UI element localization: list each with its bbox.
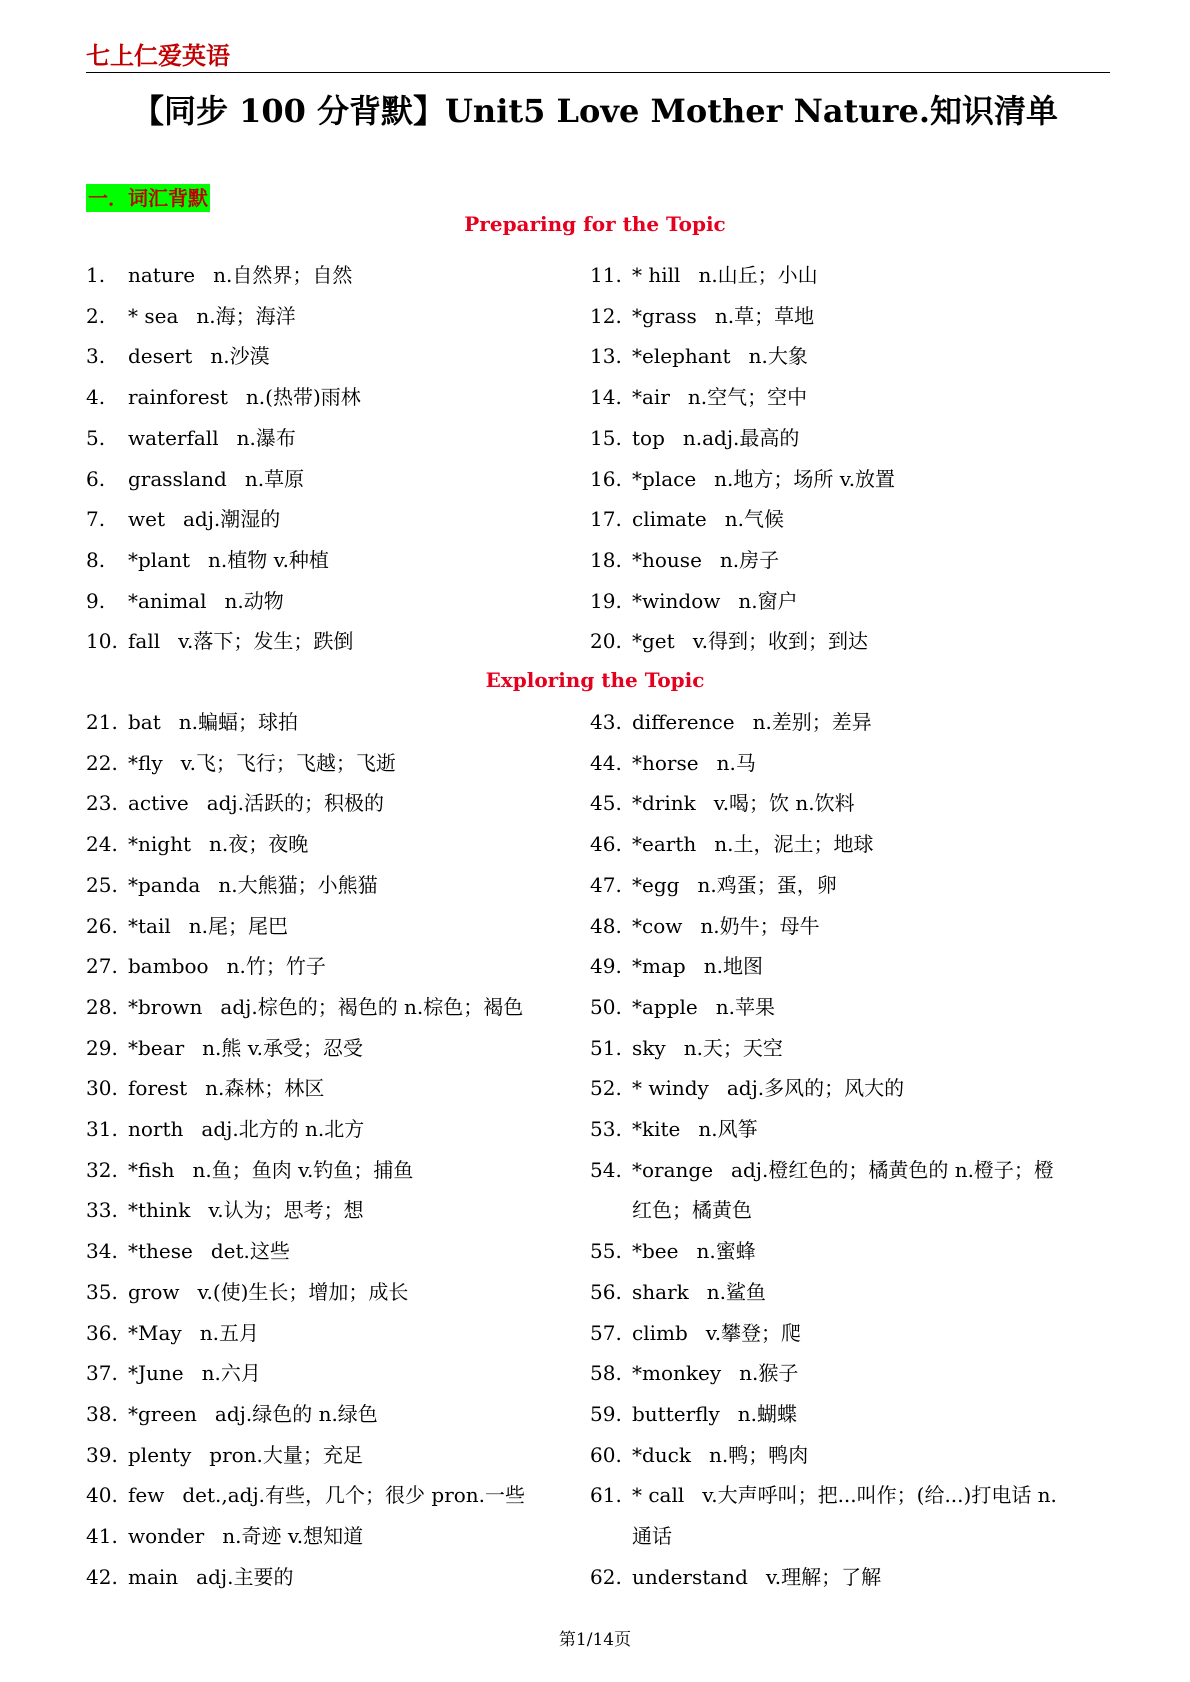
vocab-item: [86, 540, 546, 581]
vocab-item: [86, 418, 546, 459]
vocab-word: active: [128, 791, 189, 816]
vocab-word: desert: [128, 344, 193, 369]
vocab-item: [590, 1435, 1090, 1476]
vocab-item: [86, 702, 546, 743]
vocab-word: *fly: [128, 750, 163, 775]
vocab-number: 41.: [86, 1524, 118, 1549]
vocab-word: *kite: [632, 1117, 681, 1142]
vocab-word: *panda: [128, 872, 201, 897]
vocab-word: climb: [632, 1320, 688, 1345]
vocab-number: 57.: [590, 1320, 622, 1345]
vocab-definition: adj.活跃的；积极的: [206, 791, 384, 816]
vocab-item: [86, 1231, 546, 1272]
vocab-list-preparing-left: [86, 255, 546, 662]
vocab-number: 4.: [86, 385, 106, 410]
vocab-number: 25.: [86, 872, 118, 897]
vocab-number: 38.: [86, 1401, 118, 1426]
vocab-item: [590, 1068, 1090, 1109]
vocab-number: 43.: [590, 710, 622, 734]
vocab-word: plenty: [128, 1442, 192, 1467]
vocab-word: *cow: [632, 913, 683, 938]
vocab-item: [86, 946, 546, 987]
vocab-definition: adj.北方的 n.北方: [201, 1117, 365, 1142]
vocab-word: *elephant: [632, 344, 731, 369]
vocab-number: 26.: [86, 913, 118, 938]
vocab-number: 27.: [86, 954, 118, 979]
vocab-number: 48.: [590, 913, 622, 938]
vocab-word: top: [632, 425, 665, 450]
vocab-word: nature: [128, 263, 196, 287]
vocab-definition: n.尾；尾巴: [188, 913, 289, 938]
vocab-word: *tail: [128, 913, 171, 938]
vocab-number: 8.: [86, 547, 106, 572]
vocab-item: [86, 743, 546, 784]
vocab-number: 10.: [86, 629, 118, 654]
vocab-item: [590, 255, 1090, 296]
vocab-number: 17.: [590, 507, 622, 532]
vocab-list-exploring-left: [86, 702, 546, 1597]
vocab-list-preparing-right: [590, 255, 1090, 662]
vocab-number: 14.: [590, 385, 622, 410]
vocab-item: [590, 1557, 1090, 1598]
vocab-definition: n.土，泥土；地球: [714, 832, 874, 857]
vocab-word: * call: [632, 1483, 685, 1508]
vocab-number: 37.: [86, 1361, 118, 1386]
vocab-item: [86, 1516, 546, 1557]
vocab-item: [86, 1475, 546, 1516]
vocab-definition: n.蝙蝠；球拍: [178, 710, 299, 734]
vocab-definition: n.自然界；自然: [213, 263, 353, 287]
vocab-number: 11.: [590, 263, 622, 287]
vocab-item: [590, 743, 1090, 784]
vocab-word: *orange: [632, 1157, 714, 1182]
vocab-word: sky: [632, 1035, 666, 1060]
vocab-number: 62.: [590, 1564, 622, 1589]
vocab-number: 29.: [86, 1035, 118, 1060]
vocab-word: *place: [632, 466, 697, 491]
vocab-number: 51.: [590, 1035, 622, 1060]
vocab-number: 12.: [590, 303, 622, 328]
vocab-item: [86, 906, 546, 947]
vocab-definition: adj.多风的；风大的: [726, 1076, 905, 1101]
vocab-definition: n.天；天空: [683, 1035, 783, 1060]
vocab-definition: n.海；海洋: [196, 303, 296, 328]
vocab-item: [590, 296, 1090, 337]
vocab-number: 19.: [590, 588, 622, 613]
vocab-item: [590, 1109, 1090, 1150]
vocab-word: *map: [632, 954, 686, 979]
vocab-definition: n.窗户: [738, 588, 798, 613]
vocab-number: 20.: [590, 629, 622, 654]
vocab-word: *animal: [128, 588, 207, 613]
vocab-word: shark: [632, 1279, 689, 1304]
vocab-number: 13.: [590, 344, 622, 369]
vocab-item: [590, 946, 1090, 987]
vocab-number: 22.: [86, 750, 118, 775]
vocab-word: *drink: [632, 791, 696, 816]
vocab-number: 47.: [590, 872, 622, 897]
vocab-word: *apple: [632, 994, 698, 1019]
vocab-item: [86, 987, 546, 1028]
vocab-definition: det.,adj.有些，几个；很少 pron.一些: [182, 1483, 526, 1508]
vocab-number: 40.: [86, 1483, 118, 1508]
vocab-word: wonder: [128, 1524, 205, 1549]
vocab-word: *duck: [632, 1442, 692, 1467]
vocab-item: [86, 459, 546, 500]
vocab-definition: v.理解；了解: [765, 1564, 882, 1589]
vocab-word: north: [128, 1117, 184, 1142]
document-header-brand: 七上仁爱英语: [86, 41, 230, 70]
vocab-definition: adj.主要的: [196, 1564, 294, 1589]
vocab-definition: n.熊 v.承受；忍受: [202, 1035, 364, 1060]
vocab-word: *plant: [128, 547, 191, 572]
vocab-definition: n.森林；林区: [205, 1076, 325, 1101]
vocab-word: *think: [128, 1198, 191, 1223]
vocab-definition: n.草原: [244, 466, 305, 491]
vocab-item: [86, 1150, 546, 1191]
vocab-word: * hill: [632, 263, 681, 287]
vocab-definition: n.蝴蝶: [737, 1401, 798, 1426]
vocab-definition: v.(使)生长；增加；成长: [197, 1279, 409, 1304]
vocab-item: [590, 459, 1090, 500]
vocab-item: [590, 377, 1090, 418]
vocab-number: 56.: [590, 1279, 622, 1304]
vocab-number: 5.: [86, 425, 106, 450]
vocab-word: *these: [128, 1239, 193, 1264]
vocab-definition: n.动物: [224, 588, 284, 613]
vocab-definition: n.夜；夜晚: [209, 832, 309, 857]
vocab-item: [590, 581, 1090, 622]
vocab-definition: n.鱼；鱼肉 v.钓鱼；捕鱼: [192, 1157, 414, 1182]
vocab-number: 28.: [86, 994, 118, 1019]
vocab-word: difference: [632, 710, 735, 734]
vocab-definition: n.奶牛；母牛: [700, 913, 820, 938]
vocab-number: 9.: [86, 588, 106, 613]
vocab-number: 53.: [590, 1117, 622, 1142]
vocab-number: 42.: [86, 1564, 118, 1589]
vocab-word: fall: [128, 629, 161, 654]
vocab-item: [590, 1028, 1090, 1069]
vocab-word: * sea: [128, 303, 179, 328]
header-divider: [86, 72, 1110, 73]
vocab-word: grassland: [128, 466, 227, 491]
vocab-definition: n.竹；竹子: [226, 954, 326, 979]
vocab-item: [590, 418, 1090, 459]
vocab-item: [590, 906, 1090, 947]
vocab-word: *night: [128, 832, 191, 857]
vocab-number: 33.: [86, 1198, 118, 1223]
vocab-item: [590, 702, 1090, 743]
vocab-word: understand: [632, 1564, 748, 1589]
vocab-number: 54.: [590, 1157, 622, 1182]
vocab-item: [86, 1435, 546, 1476]
vocab-definition: n.房子: [719, 547, 780, 572]
vocab-word: bat: [128, 710, 161, 734]
vocab-definition: v.落下；发生；跌倒: [178, 629, 354, 654]
vocab-definition: n.山丘；小山: [698, 263, 818, 287]
vocab-number: 58.: [590, 1361, 622, 1386]
vocab-word: *bee: [632, 1239, 679, 1264]
vocab-word: bamboo: [128, 954, 209, 979]
vocab-word: *air: [632, 385, 670, 410]
vocab-definition: n.植物 v.种植: [208, 547, 329, 572]
vocab-word: *horse: [632, 750, 699, 775]
vocab-item: [86, 1190, 546, 1231]
vocab-word: forest: [128, 1076, 188, 1101]
vocab-item: [86, 255, 546, 296]
vocab-word: *brown: [128, 994, 203, 1019]
vocab-item: [86, 499, 546, 540]
vocab-item: [590, 865, 1090, 906]
vocab-definition: n.奇迹 v.想知道: [222, 1524, 364, 1549]
vocab-number: 15.: [590, 425, 622, 450]
vocab-word: *house: [632, 547, 702, 572]
vocab-definition: n.adj.最高的: [682, 425, 800, 450]
vocab-definition: n.草；草地: [714, 303, 815, 328]
vocab-definition: n.五月: [199, 1320, 259, 1345]
vocab-definition: n.蜜蜂: [696, 1239, 756, 1264]
vocab-definition: n.沙漠: [210, 344, 270, 369]
vocab-definition: n.马: [716, 750, 756, 775]
vocab-definition: adj.橙红色的；橘黄色的 n.橙子；橙: [731, 1157, 1054, 1182]
subsection-heading-exploring: Exploring the Topic: [485, 668, 705, 692]
subsection-heading-preparing: Preparing for the Topic: [464, 212, 726, 236]
vocab-definition: n.猴子: [739, 1361, 799, 1386]
vocab-definition: n.鸭；鸭肉: [709, 1442, 809, 1467]
vocab-item: [590, 783, 1090, 824]
vocab-item: [590, 621, 1090, 662]
vocab-definition: v.大声呼叫；把...叫作；(给...)打电话 n.: [702, 1483, 1057, 1508]
vocab-number: 1.: [86, 263, 106, 287]
vocab-word: butterfly: [632, 1401, 720, 1426]
vocab-definition: v.喝；饮 n.饮料: [713, 791, 855, 816]
vocab-item: [590, 540, 1090, 581]
vocab-word: *grass: [632, 303, 697, 328]
page-number: 第1/14页: [558, 1630, 632, 1650]
vocab-item: [590, 1150, 1090, 1191]
vocab-definition: adj.棕色的；褐色的 n.棕色；褐色: [220, 994, 524, 1019]
vocab-word: grow: [128, 1279, 180, 1304]
vocab-number: 18.: [590, 547, 622, 572]
vocab-definition: adj.绿色的 n.绿色: [214, 1401, 378, 1426]
vocab-word: *get: [632, 629, 675, 654]
vocab-number: 50.: [590, 994, 622, 1019]
vocab-item: [86, 783, 546, 824]
vocab-item: [86, 336, 546, 377]
vocab-word: *bear: [128, 1035, 185, 1060]
vocab-number: 44.: [590, 750, 622, 775]
vocab-number: 31.: [86, 1117, 118, 1142]
vocab-definition: n.大象: [748, 344, 808, 369]
vocab-word: *June: [128, 1361, 184, 1386]
vocab-number: 34.: [86, 1239, 118, 1264]
vocab-item: [590, 1231, 1090, 1272]
vocab-number: 7.: [86, 507, 106, 532]
vocab-item: [86, 1272, 546, 1313]
vocab-definition: n.鲨鱼: [706, 1279, 766, 1304]
vocab-word: *May: [128, 1320, 182, 1345]
vocab-word: main: [128, 1564, 179, 1589]
vocab-definition: n.气候: [724, 507, 785, 532]
vocab-item: [590, 499, 1090, 540]
vocab-definition: n.(热带)雨林: [245, 385, 361, 410]
vocab-definition: n.风筝: [698, 1117, 758, 1142]
vocab-item: [86, 824, 546, 865]
vocab-number: 21.: [86, 710, 118, 734]
vocab-definition: adj.潮湿的: [183, 507, 281, 532]
section-heading-vocabulary: 一．词汇背默: [88, 186, 208, 210]
vocab-word: wet: [128, 507, 165, 532]
vocab-definition: n.地图: [703, 954, 763, 979]
vocab-item: [590, 824, 1090, 865]
vocab-item: [590, 336, 1090, 377]
vocab-definition: n.差别；差异: [752, 710, 872, 734]
vocab-number: 35.: [86, 1279, 118, 1304]
vocab-number: 61.: [590, 1483, 622, 1508]
vocab-number: 59.: [590, 1401, 622, 1426]
vocab-item: [86, 581, 546, 622]
vocab-number: 32.: [86, 1157, 118, 1182]
vocab-definition: v.飞；飞行；飞越；飞逝: [180, 750, 396, 775]
vocab-definition: n.鸡蛋；蛋，卵: [697, 872, 837, 897]
vocab-definition: det.这些: [210, 1239, 290, 1264]
vocab-number: 3.: [86, 344, 106, 369]
vocab-definition: v.得到；收到；到达: [692, 629, 868, 654]
vocab-definition: n.地方；场所 v.放置: [714, 466, 896, 491]
vocab-item: [86, 296, 546, 337]
vocab-definition: v.攀登；爬: [705, 1320, 802, 1345]
document-title: 【同步 100 分背默】Unit5 Love Mother Nature.知识清单: [131, 92, 1059, 130]
vocab-definition: v.认为；思考；想: [208, 1198, 364, 1223]
vocab-word: *monkey: [632, 1361, 722, 1386]
vocab-word: *egg: [632, 872, 680, 897]
vocab-word: climate: [632, 507, 707, 532]
vocab-list-exploring-right: [590, 702, 1090, 1597]
vocab-item: [86, 1557, 546, 1598]
vocab-item: [86, 1068, 546, 1109]
vocab-word: * windy: [632, 1076, 709, 1101]
vocab-item: [590, 1394, 1090, 1435]
vocab-number: 36.: [86, 1320, 118, 1345]
vocab-word: *earth: [632, 832, 697, 857]
vocab-word: few: [128, 1483, 165, 1508]
vocab-item: [86, 1028, 546, 1069]
vocab-number: 23.: [86, 791, 118, 816]
vocab-number: 39.: [86, 1442, 118, 1467]
vocab-number: 55.: [590, 1239, 622, 1264]
vocab-word: *green: [128, 1401, 197, 1426]
vocab-item: [590, 1353, 1090, 1394]
vocab-definition-continued: 通话: [632, 1524, 672, 1549]
vocab-definition: n.大熊猫；小熊猫: [218, 872, 378, 897]
vocab-item: [86, 1109, 546, 1150]
vocab-number: 49.: [590, 954, 622, 979]
vocab-word: rainforest: [128, 385, 228, 410]
vocab-item: [86, 1313, 546, 1354]
vocab-word: *fish: [128, 1157, 175, 1182]
vocab-number: 45.: [590, 791, 622, 816]
vocab-definition: pron.大量；充足: [209, 1442, 363, 1467]
vocab-item: [86, 377, 546, 418]
vocab-item: [86, 1394, 546, 1435]
vocab-item: [590, 987, 1090, 1028]
vocab-number: 30.: [86, 1076, 118, 1101]
vocab-number: 2.: [86, 303, 106, 328]
vocab-item: [86, 1353, 546, 1394]
vocab-item: [590, 1313, 1090, 1354]
vocab-definition: n.苹果: [715, 994, 776, 1019]
vocab-definition: n.六月: [201, 1361, 261, 1386]
vocab-definition: n.空气；空中: [687, 385, 808, 410]
vocab-definition: n.瀑布: [236, 425, 296, 450]
vocab-item: [86, 865, 546, 906]
vocab-item: [86, 621, 546, 662]
vocab-word: *window: [632, 588, 721, 613]
vocab-number: 60.: [590, 1442, 622, 1467]
vocab-number: 46.: [590, 832, 622, 857]
vocab-number: 52.: [590, 1076, 622, 1101]
vocab-item: [590, 1272, 1090, 1313]
vocab-word: waterfall: [128, 425, 219, 450]
vocab-number: 16.: [590, 466, 622, 491]
vocab-number: 24.: [86, 832, 118, 857]
vocab-number: 6.: [86, 466, 106, 491]
vocab-definition-continued: 红色；橘黄色: [632, 1198, 752, 1223]
vocab-item: [590, 1475, 1090, 1516]
